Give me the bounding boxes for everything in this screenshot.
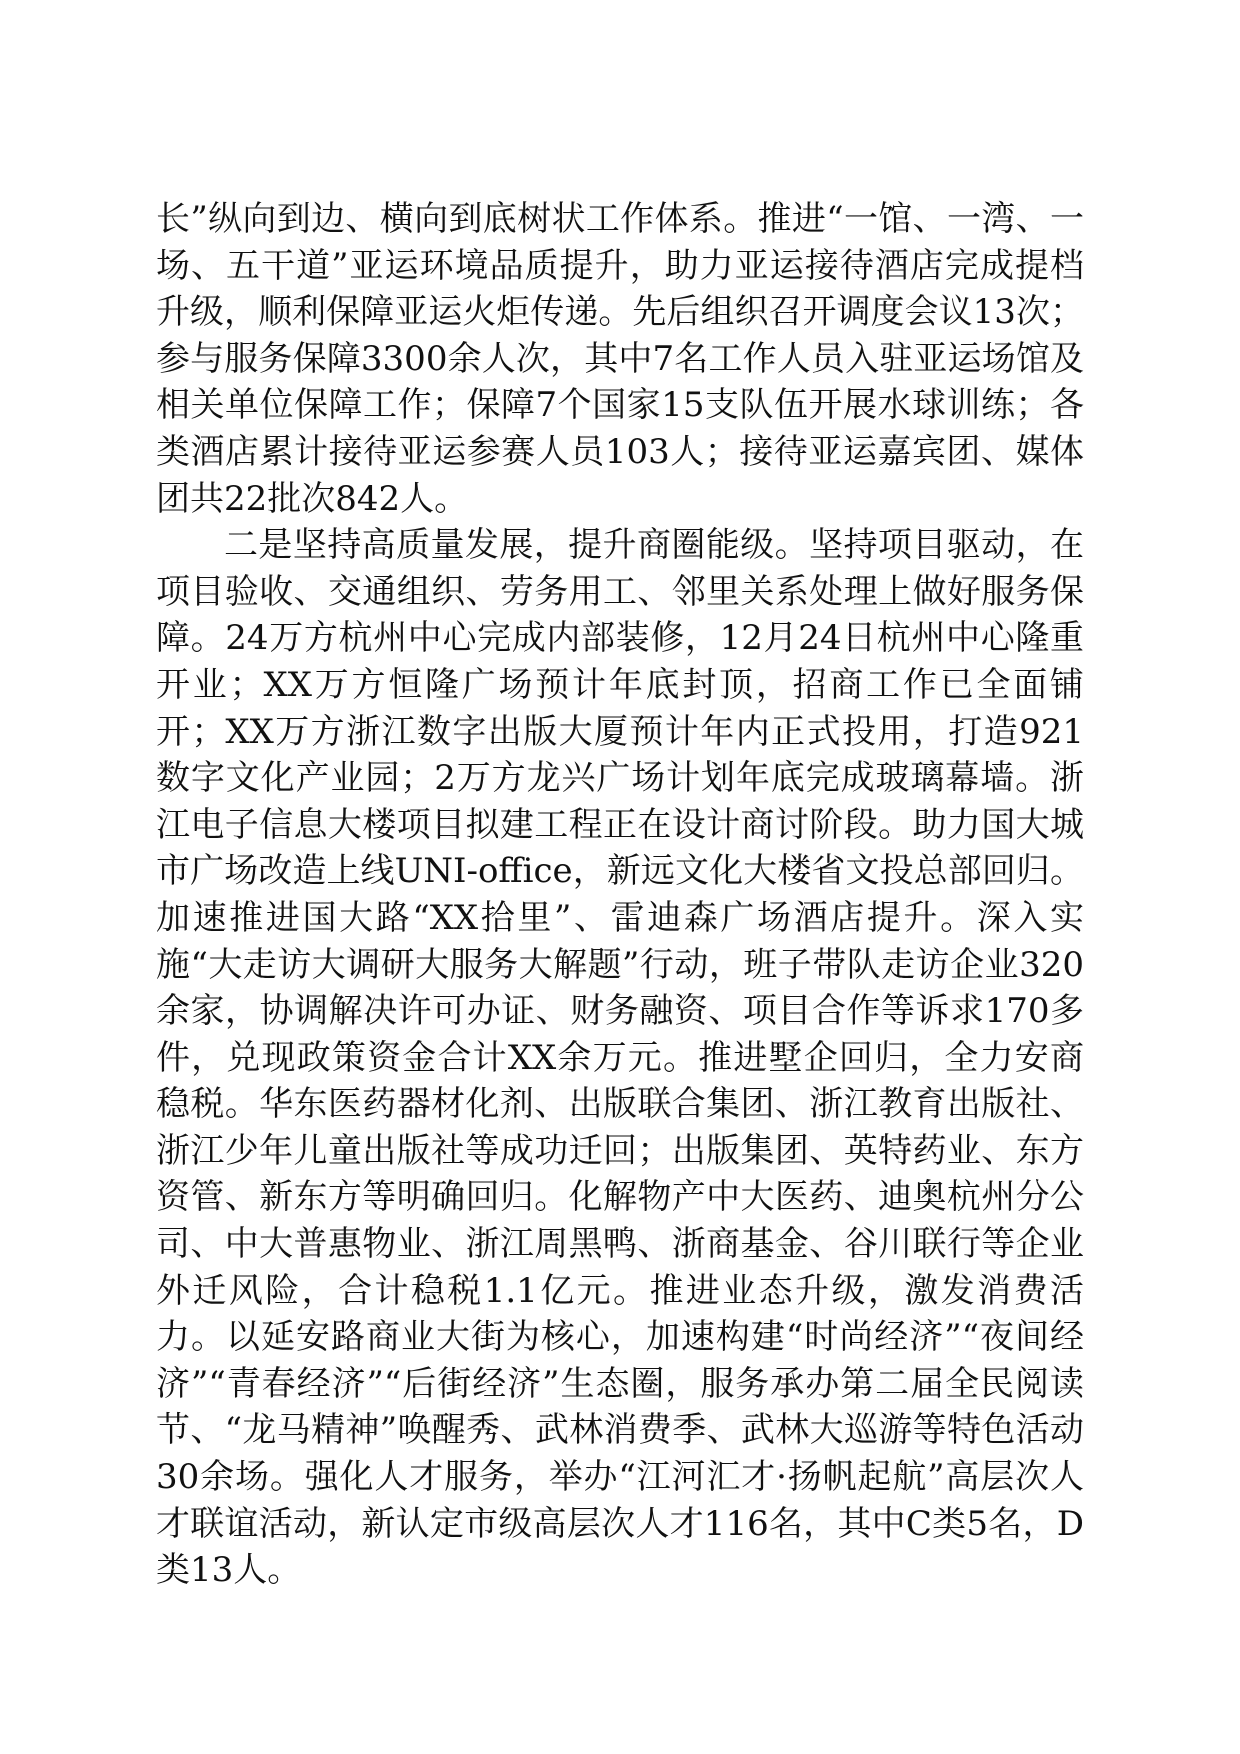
- document-body: [156, 196, 1084, 1594]
- paragraph-business-district-upgrade: 二是坚持高质量发展，提升商圈能级。坚持项目驱动，在项目验收、交通组织、劳务用工、邻里关系处理上做好服务保障。24万方杭州中心完成内部装修，12月24日杭州中心隆重开业；XX万方恒隆广场预计年底封顶，招商工作已全面铺开；XX万方浙江数字出版大厦预计年内正式投用，打造921数字文化产业园；2万方龙兴广场计划年底完成玻璃幕墙。浙江电子信息大楼项目拟建工程正在设计商讨阶段。助力国大城市广场改造上线UNI-office，新远文化大楼省文投总部回归。加速推进国大路“XX拾里”、雷迪森广场酒店提升。深入实施“大走访大调研大服务大解题”行动，班子带队走访企业320余家，协调解决许可办证、财务融资、项目合作等诉求170多件，兑现政策资金合计XX余万元。推进墅企回归，全力安商稳税。华东医药器材化剂、出版联合集团、浙江教育出版社、浙江少年儿童出版社等成功迁回；出版集团、英特药业、东方资管、新东方等明确回归。化解物产中大医药、迪奥杭州分公司、中大普惠物业、浙江周黑鸭、浙商基金、谷川联行等企业外迁风险，合计稳税1.1亿元。推进业态升级，激发消费活力。以延安路商业大街为核心，加速构建“时尚经济”“夜间经济”“青春经济”“后街经济”生态圈，服务承办第二届全民阅读节、“龙马精神”唤醒秀、武林消费季、武林大巡游等特色活动30余场。强化人才服务，举办“江河汇才·扬帆起航”高层次人才联谊活动，新认定市级高层次人才116名，其中C类5名，D类13人。: [156, 525, 1084, 1591]
- paragraph-asian-games-service: 长”纵向到边、横向到底树状工作体系。推进“一馆、一湾、一场、五干道”亚运环境品质提升，助力亚运接待酒店完成提档升级，顺利保障亚运火炬传递。先后组织召开调度会议13次；参与服务保障3300余人次，其中7名工作人员入驻亚运场馆及相关单位保障工作；保障7个国家15支队伍开展水球训练；各类酒店累计接待亚运参赛人员103人；接待亚运嘉宾团、媒体团共22批次842人。: [156, 199, 1084, 519]
